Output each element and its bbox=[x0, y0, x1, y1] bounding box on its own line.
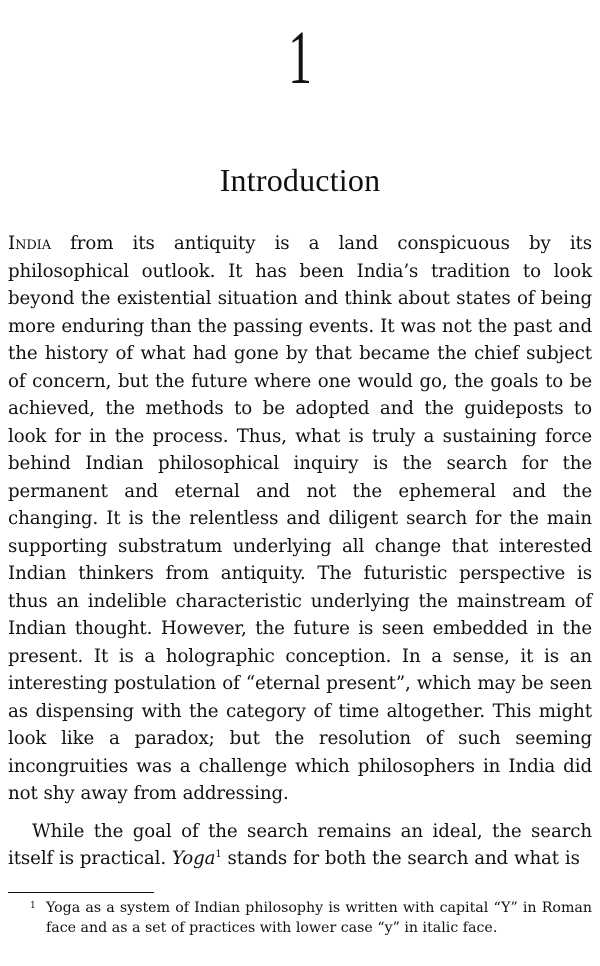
chapter-number: 1 bbox=[288, 16, 312, 100]
footnote-divider bbox=[8, 892, 154, 893]
paragraph-1-text: from its antiquity is a land conspicuous by its philosophical outlook. It has been India’s tradition to look beyond the existential situation and think about states of being more enduring than the passing events. It was not the past and the history of what had gone by that became the chief subject of concern, but the future where one would go, the goals to be achieved, the methods to be adopted and the guideposts to look for in the process. Thus, what is truly a sustaining force behind Indian philosophical inquiry is the search for the permanent and eternal and not the ephemeral and the changing. It is the relentless and diligent search for the main supporting substratum underlying all change that interested Indian thinkers from antiquity. The futuristic perspective is thus an indelible characteristic underlying the mainstream of Indian thought. However, the future is seen embedded in the present. It is a holographic conception. In a sense, it is an interesting postulation of “eternal present”, which may be seen as dispensing with the category of time altogether. This might look like a paradox; but the resolution of such seeming incongruities was a challenge which philosophers in India did not shy away from addressing. bbox=[8, 233, 592, 804]
footnote bbox=[8, 898, 592, 938]
paragraph-1 bbox=[8, 230, 592, 808]
paragraph-1-lead-word: India bbox=[8, 233, 52, 254]
chapter-title: Introduction bbox=[219, 162, 381, 198]
paragraph-2 bbox=[8, 818, 592, 873]
footnote-text: Yoga as a system of Indian philosophy is written with capital “Y” in Roman face and as a set of practices with lower case “y” in italic face. bbox=[46, 900, 592, 936]
paragraph-2-text-end: stands for both the search and what is bbox=[221, 848, 580, 869]
paragraph-2-italic-term: Yoga bbox=[171, 848, 216, 869]
body-text bbox=[8, 230, 592, 873]
paragraph-2-text-start: While the goal of the search remains an ideal, the search itself is practical. bbox=[8, 820, 592, 869]
footnote-reference[interactable]: 1 bbox=[215, 848, 222, 860]
footnote-marker: 1 bbox=[30, 901, 36, 911]
